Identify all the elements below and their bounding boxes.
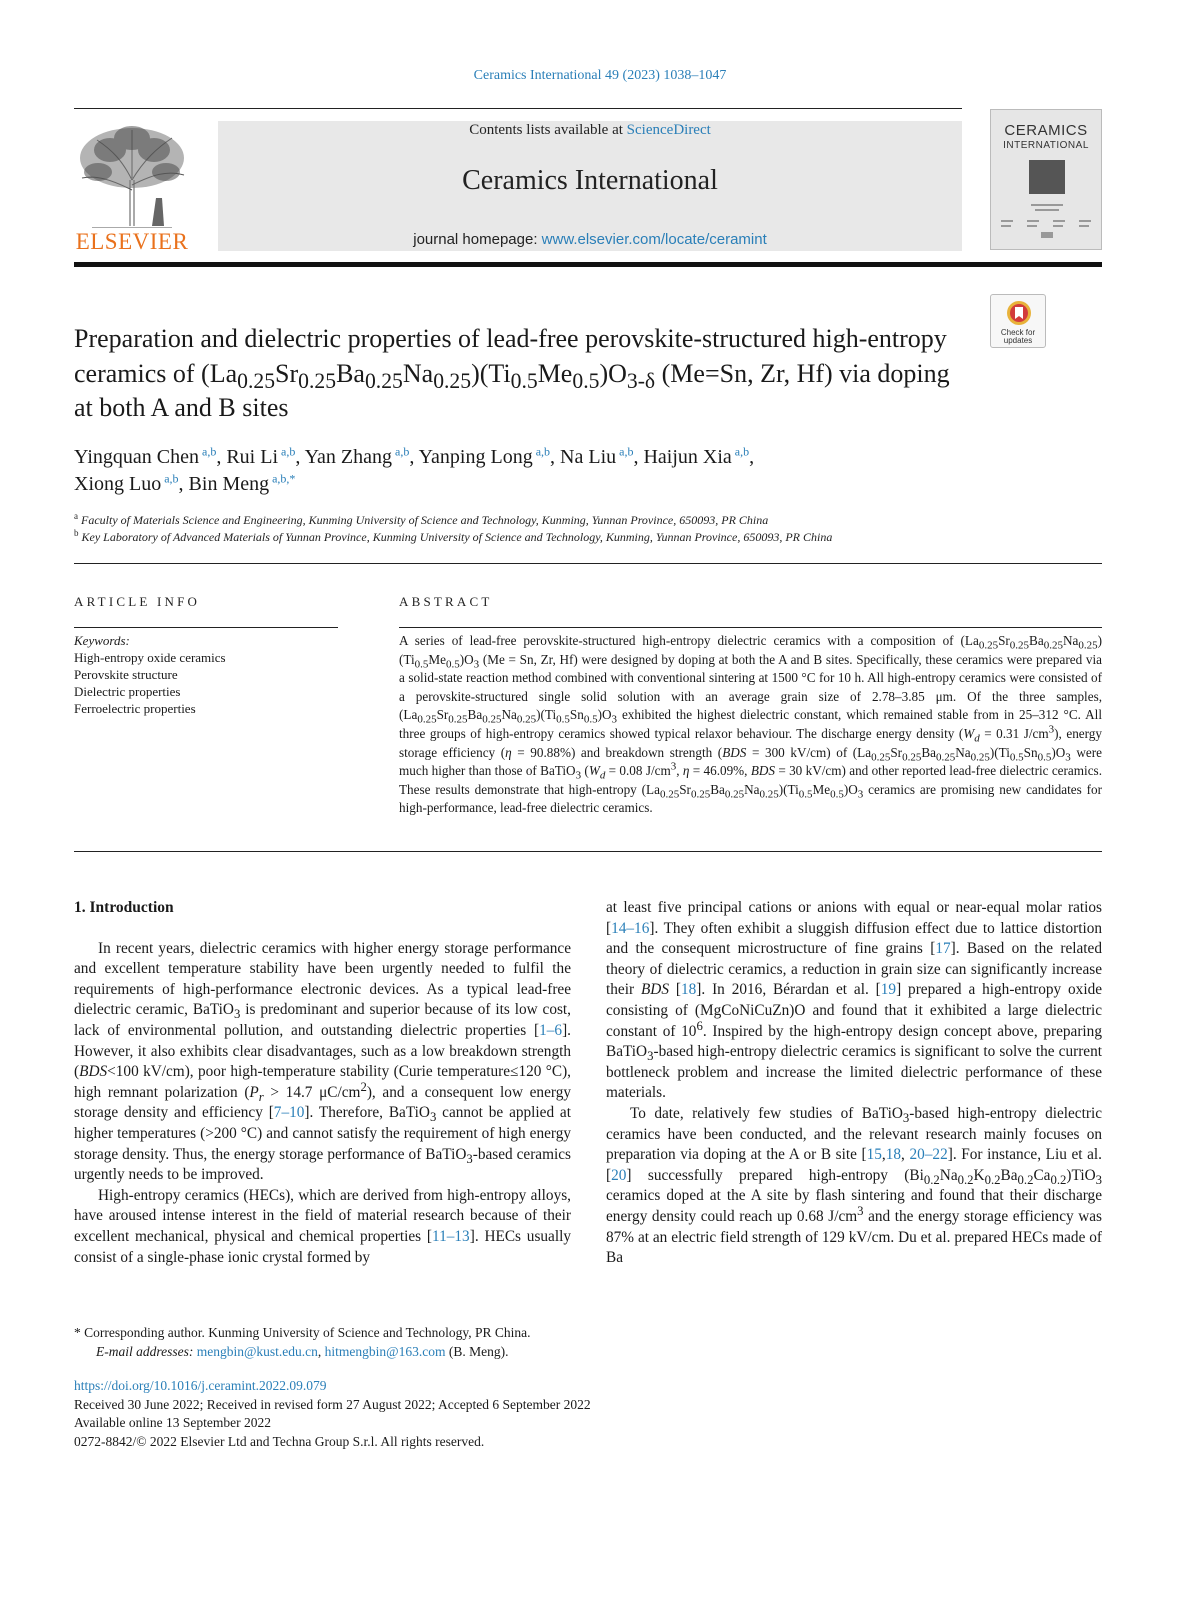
abstract-end-rule xyxy=(74,851,1102,852)
email-link-1[interactable]: mengbin@kust.edu.cn xyxy=(196,1344,318,1359)
keywords-block xyxy=(74,632,338,717)
journal-cover[interactable] xyxy=(990,109,1102,250)
contents-line: Contents lists available at ScienceDirect xyxy=(469,122,711,138)
article-info-label: ARTICLE INFO xyxy=(74,594,201,609)
reference-link[interactable]: 1–6 xyxy=(539,1021,563,1039)
author-affiliation-mark[interactable]: a,b xyxy=(616,444,634,459)
check-updates-label: Check for updates xyxy=(1000,328,1036,345)
doi-link[interactable]: https://doi.org/10.1016/j.ceramint.2022.09.079 xyxy=(74,1378,327,1393)
header-thick-rule xyxy=(74,262,1102,267)
section-heading-introduction: 1. Introduction xyxy=(74,899,174,916)
elsevier-tree-icon xyxy=(72,120,192,228)
body-paragraph: at least five principal cations or anions with equal or near-equal molar ratios [14–16]. They often exhibit a sluggish diffusion effect due to lattice distortion and the consequent microstructure of fine grains [17]. Based on the related theory of dielectric ceramics, a reduction in grain size can significantly increase their BDS [18]. In 2016, Bérardan et al. [19] prepared a high-entropy oxide consisting of (MgCoNiCuZn)O and found that it exhibited a large dielectric constant of $10^6$. Inspired by the high-entropy design concept above, preparing BaTiO$_3$-based high-entropy dielectric ceramics is significant to solve the current bottleneck problem and increase the limited dielectric performance of these materials. xyxy=(606,899,1103,1102)
reference-link[interactable]: 7–10 xyxy=(273,1104,305,1122)
copyright-line: 0272-8842/© 2022 Elsevier Ltd and Techna Group S.r.l. All rights reserved. xyxy=(74,1433,485,1449)
elsevier-logo[interactable] xyxy=(72,120,192,255)
keywords-title: Keywords: xyxy=(74,633,130,648)
journal-citation[interactable]: Ceramics International 49 (2023) 1038–1047 xyxy=(473,68,727,83)
author-name[interactable]: Xiong Luo xyxy=(74,473,162,495)
header-rule xyxy=(74,108,962,109)
email-suffix: (B. Meng). xyxy=(448,1344,509,1359)
author-name[interactable]: Bin Meng xyxy=(188,473,270,495)
cover-title: CERAMICS xyxy=(1004,122,1088,139)
body-paragraph: High-entropy ceramics (HECs), which are derived from high-entropy alloys, have aroused intense interest in the field of material research because of their excellent mechanical, physical and chemical properties [11–13]. HECs usually consist of a single-phase ionic crystal formed by xyxy=(74,1186,571,1266)
affiliation-mark: b xyxy=(74,528,79,538)
check-for-updates-button[interactable] xyxy=(990,294,1046,348)
publication-info xyxy=(74,1377,1102,1451)
author-name[interactable]: Yan Zhang xyxy=(304,446,393,468)
journal-homepage-link[interactable]: www.elsevier.com/locate/ceramint xyxy=(541,231,767,248)
author-name[interactable]: Rui Li xyxy=(226,446,278,468)
received-dates: Received 30 June 2022; Received in revised form 27 August 2022; Accepted 6 September 2022 xyxy=(74,1396,591,1412)
reference-link[interactable]: 11–13 xyxy=(432,1227,470,1245)
keyword-item: Dielectric properties xyxy=(74,684,181,699)
affiliation-text: Key Laboratory of Advanced Materials of Yunnan Province, Kunming University of Science and Technology, Kunming, Yunnan Province, 650093, PR China xyxy=(78,530,833,544)
author-affiliation-mark[interactable]: a,b xyxy=(532,444,551,459)
abstract-text: A series of lead-free perovskite-structured high-entropy dielectric ceramics with a composition of $(La_{0.25}Sr_{0.25}Ba_{0.25}Na_{0.25})(Ti_{0.5}Me_{0.5})O_3$ (Me = Sn, Zr, Hf) were designed by doping at both the A and B sites. Specifically, these ceramics were prepared via a solid-state reaction method combined with conventional sintering at 1500 °C for 10 h. All high-entropy ceramics were consisted of a perovskite-structured single solid solution with an average grain size of 2.78–3.85 μm. Of the three samples, $(La_{0.25}Sr_{0.25}Ba_{0.25}Na_{0.25})(Ti_{0.5}Sn_{0.5})O_3$ exhibited the highest dielectric constant, which remained stable from in 25–312 °C. All three groups of high-entropy ceramics showed typical relaxor behaviour. The discharge energy density ($W_d = 0.31$ $J/cm^3$), energy storage efficiency (η = 90.88%) and breakdown strength (BDS = 300 kV/cm) of $(La_{0.25}Sr_{0.25}Ba_{0.25}Na_{0.25})(Ti_{0.5}Sn_{0.5})O_3$ were much higher than those of BaTiO$_3$ ($W_d = 0.08$ $J/cm^3$, η = 46.09%, BDS = 30 kV/cm) and other reported lead-free dielectric ceramics. These results demonstrate that high-entropy $(La_{0.25}Sr_{0.25}Ba_{0.25}Na_{0.25})(Ti_{0.5}Me_{0.5})O_3$ ceramics are promising new candidates for high-performance, lead-free dielectric ceramics. xyxy=(399,633,1102,816)
author-list: Yingquan Chen $^{a,b}$, Rui Li $^{a,b}$, Yan Zhang $^{a,b}$, Yanping Long $^{a,b}$, Na Liu $^{a,b}$, Haijun Xia $^{a,b}$, Xiong Luo $^{a,b}$, Bin Meng $^{a,b,*}$ xyxy=(74,444,755,495)
abstract-label: ABSTRACT xyxy=(399,594,493,609)
email-label: E-mail addresses: xyxy=(96,1344,194,1359)
article-info-rule xyxy=(74,627,338,628)
reference-link[interactable]: 14–16 xyxy=(611,919,650,937)
author-affiliation-mark[interactable]: a,b xyxy=(731,444,750,459)
author-name[interactable]: Haijun Xia xyxy=(643,446,732,468)
affiliations-rule xyxy=(74,563,1102,564)
footnote-corresponding: * Corresponding author. Kunming University of Science and Technology, PR China. xyxy=(74,1325,531,1340)
affiliation-item xyxy=(74,529,1102,546)
author-affiliation-mark[interactable]: a,b xyxy=(392,444,410,459)
homepage-line: journal homepage: www.elsevier.com/locate/ceramint xyxy=(413,231,767,248)
affiliation-mark: a xyxy=(74,511,78,521)
cover-image-icon xyxy=(1029,160,1065,194)
reference-link[interactable]: 20 xyxy=(611,1166,627,1184)
author-affiliation-mark[interactable]: a,b,* xyxy=(269,471,296,486)
footnote-emails: E-mail addresses: mengbin@kust.edu.cn, hitmengbin@163.com (B. Meng). xyxy=(96,1344,509,1359)
reference-link[interactable]: 20–22 xyxy=(909,1146,948,1164)
reference-link[interactable]: 17 xyxy=(935,940,951,958)
elsevier-wordmark: ELSEVIER xyxy=(75,229,189,254)
body-paragraph: In recent years, dielectric ceramics with higher energy storage performance and excellent temperature stability have been urgently needed to fulfil the requirements of high-performance electronic devices. As a typical lead-free dielectric ceramic, BaTiO$_3$ is predominant and superior because of its low cost, lack of environmental pollution, and outstanding dielectric properties [1–6]. However, it also exhibits clear disadvantages, such as a low breakdown strength (BDS<100 kV/cm), poor high-temperature stability (Curie temperature≤120 °C), high remnant polarization ($P_r > 14.7$ $\mu C/cm^2$), and a consequent low energy storage density and efficiency [7–10]. Therefore, BaTiO$_3$ cannot be applied at higher temperatures (>200 °C) and cannot satisfy the requirement of high energy storage density. Thus, the energy storage performance of BaTiO$_3$-based ceramics urgently needs to be improved. xyxy=(74,939,571,1184)
email-link-2[interactable]: hitmengbin@163.com xyxy=(324,1344,446,1359)
cover-subtitle: INTERNATIONAL xyxy=(1003,140,1089,151)
affiliation-text: Faculty of Materials Science and Engineering, Kunming University of Science and Technology, Kunming, Yunnan Province, 650093, PR China xyxy=(78,513,769,527)
corresponding-footnote xyxy=(74,1323,1102,1361)
journal-name: Ceramics International xyxy=(462,165,718,196)
cover-text-lines-icon xyxy=(1001,202,1093,242)
abstract-rule xyxy=(399,627,1102,628)
check-updates-icon xyxy=(1005,299,1033,327)
journal-header-box xyxy=(218,121,962,251)
author-affiliation-mark[interactable]: a,b xyxy=(161,471,179,486)
author-affiliation-mark[interactable]: a,b xyxy=(278,444,296,459)
article-title: Preparation and dielectric properties of lead-free perovskite-structured high-entropy ceramics of $(La_{0.25}Sr_{0.25}Ba_{0.25}Na_{0.25})(Ti_{0.5}Me_{0.5})O_{3-\delta}$ (Me=Sn, Zr, Hf) via doping at both A and B sites xyxy=(74,324,950,422)
author-name[interactable]: Yanping Long xyxy=(418,446,533,468)
affiliations xyxy=(74,512,1102,546)
reference-link[interactable]: 18 xyxy=(885,1146,902,1164)
reference-link[interactable]: 19 xyxy=(880,981,897,999)
keyword-item: Perovskite structure xyxy=(74,667,178,682)
body-paragraph: To date, relatively few studies of BaTiO$_3$-based high-entropy dielectric ceramics have been conducted, and the relevant research mainly focuses on preparation via doping at the A or B site [15,18, 20–22]. For instance, Liu et al. [20] successfully prepared high-entropy $(Bi_{0.2}Na_{0.2}K_{0.2}Ba_{0.2}Ca_{0.2})TiO_3$ ceramics doped at the A site by flash sintering and found that their discharge energy density could reach up 0.68 $J/cm^3$ and the energy storage efficiency was 87% at an electric field strength of 129 kV/cm. Du et al. prepared HECs made of Ba xyxy=(606,1104,1103,1267)
reference-link[interactable]: 15 xyxy=(866,1146,882,1164)
affiliation-item xyxy=(74,512,1102,529)
author-affiliation-mark[interactable]: a,b xyxy=(199,444,217,459)
available-online: Available online 13 September 2022 xyxy=(74,1415,271,1430)
author-name[interactable]: Yingquan Chen xyxy=(74,446,199,468)
sciencedirect-link[interactable]: ScienceDirect xyxy=(626,122,711,138)
body-right-column xyxy=(606,898,1102,1269)
keyword-item: High-entropy oxide ceramics xyxy=(74,650,226,665)
reference-link[interactable]: 18 xyxy=(680,981,697,999)
body-left-column xyxy=(74,898,571,1268)
author-name[interactable]: Na Liu xyxy=(560,446,617,468)
keyword-item: Ferroelectric properties xyxy=(74,701,196,716)
